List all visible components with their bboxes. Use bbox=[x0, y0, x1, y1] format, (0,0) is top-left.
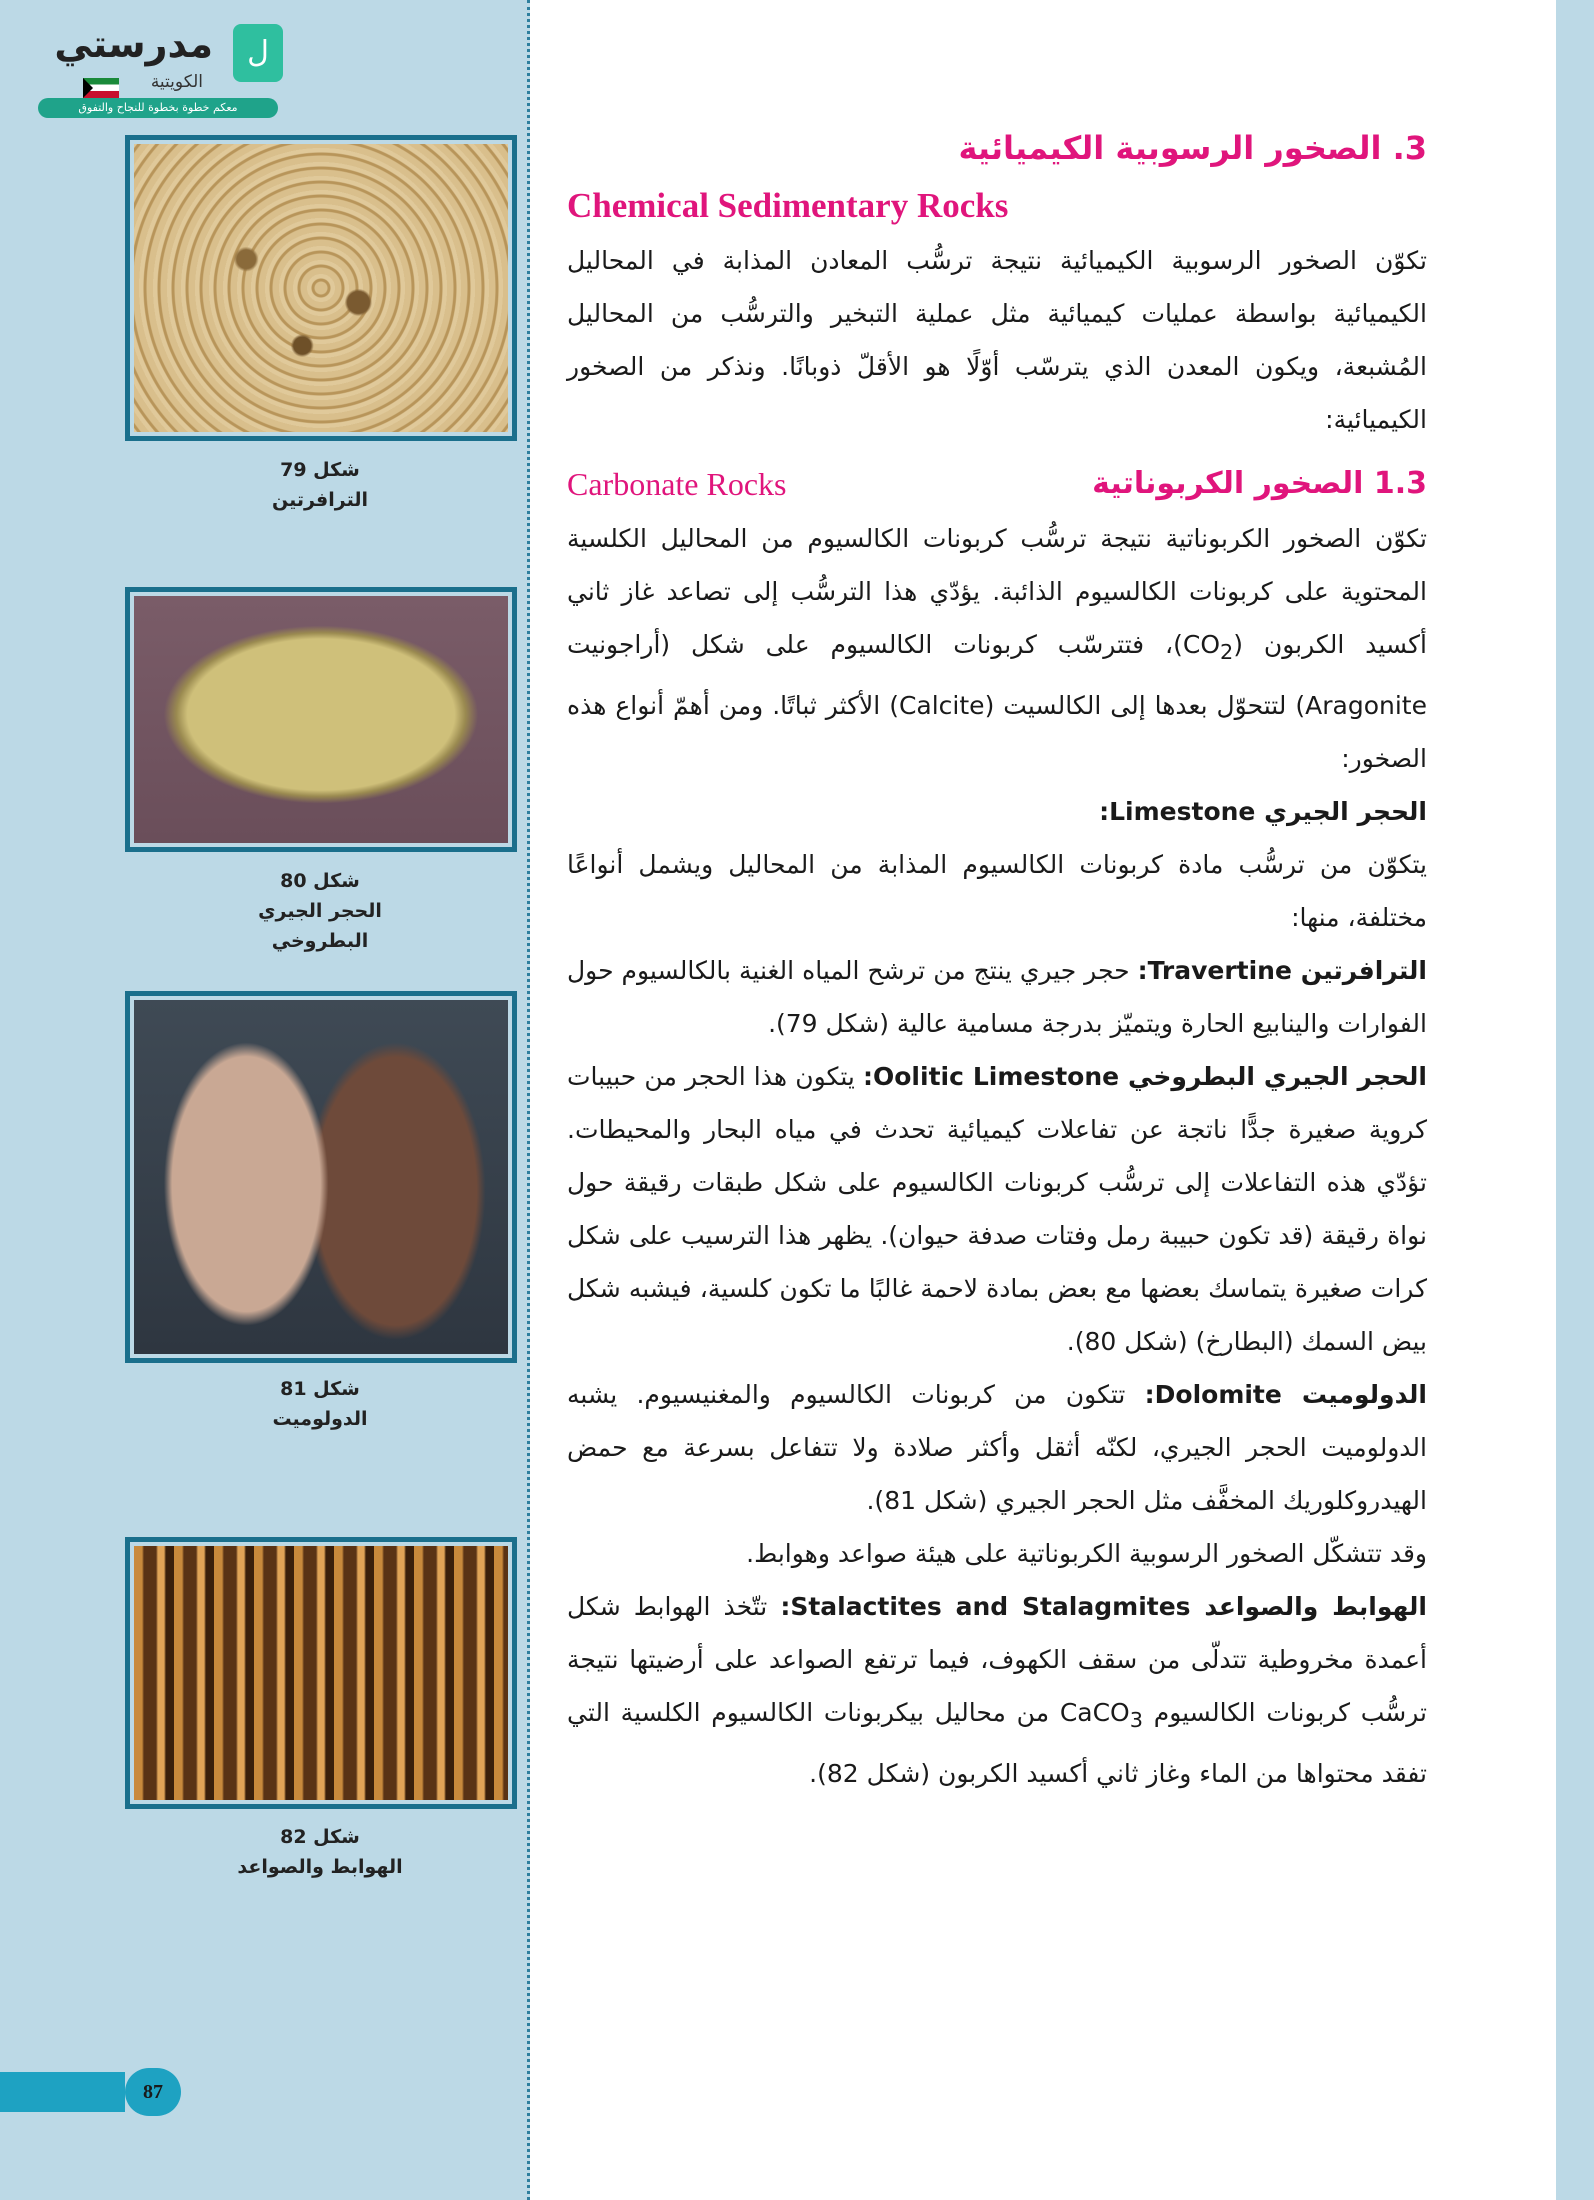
oolitic-paragraph bbox=[567, 1050, 1427, 1368]
figure-caption: الترافرتين bbox=[272, 489, 368, 511]
right-margin-strip bbox=[1556, 0, 1594, 2200]
figure-81-caption bbox=[220, 1374, 420, 1434]
text-part: من محاليل بيكربونات الكالسيوم الكلسية التي تفقد محتواها من الماء وغاز ثاني أكسيد الكربون (شكل 82). bbox=[567, 1698, 1427, 1788]
logo-subtitle: الكويتية bbox=[150, 72, 203, 92]
logo-tagline: معكم خطوة بخطوة للنجاح والتفوق bbox=[38, 98, 278, 118]
figure-number: شكل 81 bbox=[280, 1378, 360, 1400]
figure-caption: الحجر الجيري البطروخي bbox=[258, 900, 382, 952]
limestone-text: يتكوّن من ترسُّب مادة كربونات الكالسيوم المذابة من المحاليل ويشمل أنواعًا مختلفة، منها: bbox=[567, 850, 1427, 932]
figure-82-caption bbox=[220, 1822, 420, 1882]
forms-paragraph: وقد تتشكّل الصخور الرسوبية الكربوناتية على هيئة صواعد وهوابط. bbox=[746, 1539, 1427, 1568]
stalactites-paragraph bbox=[567, 1580, 1427, 1800]
text-part: حجر جيري ينتج من ترشح المياه الغنية بالكالسيوم حول الفوارات والينابيع الحارة ويتميّز بدرجة مسامية عالية (شكل 79). bbox=[567, 956, 1427, 1038]
logo-name: مدرستي bbox=[54, 22, 213, 66]
figure-number: شكل 80 bbox=[280, 870, 360, 892]
carbonate-paragraph bbox=[567, 512, 1427, 785]
text-part: تتكون من كربونات الكالسيوم والمغنيسيوم. يشبه الدولوميت الحجر الجيري، لكنّه أثقل وأكثر صلادة ولا تتفاعل بسرعة مع حمض الهيدروكلوريك المخفَّف مثل الحجر الجيري (شكل 81). bbox=[567, 1380, 1427, 1515]
figure-number: شكل 82 bbox=[280, 1826, 360, 1848]
subsection-title: 1.3 الصخور الكربوناتية bbox=[1092, 466, 1427, 501]
term: الدولوميت Dolomite: bbox=[1144, 1380, 1427, 1409]
text-part: تكوّن الصخور الكربوناتية نتيجة ترسُّب كربونات الكالسيوم من المحاليل الكلسية المحتوية على كربونات الكالسيوم الذائبة. يؤدّي هذا الترسُّب إلى تصاعد غاز ثاني أكسيد الكربون (CO bbox=[567, 524, 1428, 659]
main-content bbox=[567, 118, 1427, 1800]
figure-80-oolitic-limestone-image bbox=[125, 587, 517, 852]
page-number-bar bbox=[0, 2072, 125, 2112]
text-part: )، فتترسّب كربونات الكالسيوم على شكل (أراجونيت Aragonite) لتتحوّل بعدها إلى الكالسيت (Calcite) الأكثر ثباتًا. ومن أهمّ أنواع هذه الصخور: bbox=[567, 630, 1427, 773]
figure-number: شكل 79 bbox=[280, 459, 360, 481]
logo-mark-icon: ل bbox=[233, 24, 283, 82]
figure-80-caption bbox=[220, 866, 420, 956]
figure-82-stalactites-image bbox=[125, 1537, 517, 1809]
figure-79-caption bbox=[220, 455, 420, 515]
section-intro: تكوّن الصخور الرسوبية الكيميائية نتيجة ترسُّب المعادن المذابة في المحاليل الكيميائية بواسطة عمليات كيميائية مثل عملية التبخير والترسُّب من المحاليل المُشبعة، ويكون المعدن الذي يترسّب أوّلًا هو الأقلّ ذوبانًا. ونذكر من الصخور الكيميائية: bbox=[567, 246, 1427, 434]
subsection-title-en: Carbonate Rocks bbox=[567, 466, 787, 502]
figure-81-dolomite-image bbox=[125, 991, 517, 1363]
figure-caption: الهوابط والصواعد bbox=[237, 1856, 403, 1878]
subscript: 2 bbox=[1220, 640, 1234, 664]
kuwait-flag-icon bbox=[83, 78, 119, 98]
term: الترافرتين Travertine: bbox=[1137, 956, 1428, 985]
text-part: تتّخذ الهوابط شكل أعمدة مخروطية تتدلّى من سقف الكهوف، فيما ترتفع الصواعد على أرضيتها نتيجة ترسُّب كربونات الكالسيوم CaCO bbox=[567, 1592, 1427, 1727]
term: الهوابط والصواعد Stalactites and Stalagmites: bbox=[780, 1592, 1427, 1621]
limestone-term: الحجر الجيري Limestone: bbox=[1099, 797, 1427, 826]
subsection-header bbox=[567, 456, 1427, 512]
text-part: يتكون هذا الحجر من حبيبات كروية صغيرة جدًّا ناتجة عن تفاعلات كيميائية تحدث في مياه البحار والمحيطات. تؤدّي هذه التفاعلات إلى ترسُّب كربونات الكالسيوم على شكل طبقات رقيقة حول نواة رقيقة (قد تكون حبيبة رمل وفتات صدفة حيوان). يظهر هذا الترسيب على شكل كرات صغيرة يتماسك بعضها مع بعض بمادة لاحمة غالبًا ما تكون كلسية، فيشبه شكل بيض السمك (البطارخ) (شكل 80). bbox=[567, 1062, 1427, 1356]
figure-79-travertine-image bbox=[125, 135, 517, 441]
section-title-en: Chemical Sedimentary Rocks bbox=[567, 186, 1009, 225]
figure-caption: الدولوميت bbox=[272, 1408, 368, 1430]
term: الحجر الجيري البطروخي Oolitic Limestone: bbox=[863, 1062, 1428, 1091]
subscript: 3 bbox=[1129, 1708, 1144, 1732]
section-title: 3. الصخور الرسوبية الكيميائية bbox=[958, 129, 1427, 167]
dolomite-paragraph bbox=[567, 1368, 1427, 1527]
page-number: 87 bbox=[125, 2068, 181, 2116]
travertine-paragraph bbox=[567, 944, 1427, 1050]
logo bbox=[38, 22, 283, 122]
